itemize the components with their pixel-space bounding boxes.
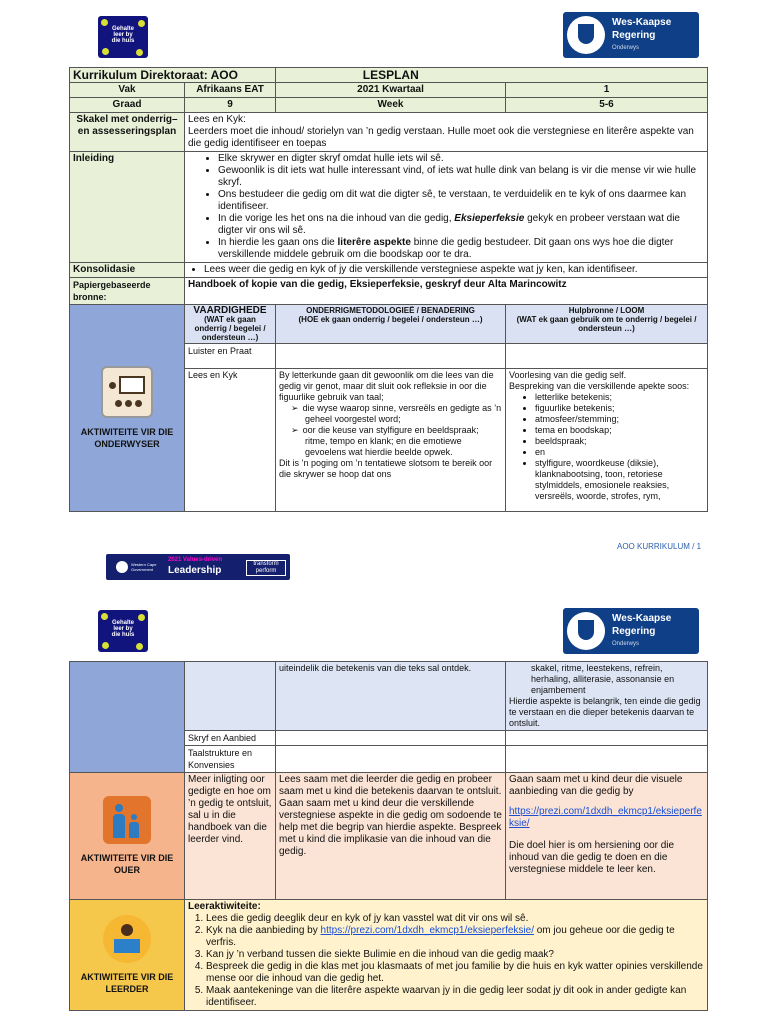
leerder-item: 1. Lees die gedig deeglik deur en kyk of jy kan vasstel wat dit vir ons wil sê. bbox=[206, 913, 704, 925]
inleiding-label: Inleiding bbox=[70, 152, 185, 263]
vak-label: Vak bbox=[70, 83, 185, 98]
res-item: • en bbox=[535, 447, 704, 458]
col-vaardighede-sub: (WAT ek gaan onderrig / begelei / ondersteun …) bbox=[194, 315, 266, 342]
leerder-item: 5. Maak aantekeninge van die literêre aspekte waarvan jy in die gedig leer sodat jy dit ook in ander gedigte kan identifiseer. bbox=[206, 985, 704, 1009]
graad-value: 9 bbox=[185, 98, 276, 113]
leerder-item: 4. Bespreek die gedig in die klas met jou klasmaats of met jou familie by die huis en kyk watter opinies verskillende mense oor die inhoud van die gedig het. bbox=[206, 961, 704, 985]
crest-icon bbox=[567, 16, 605, 54]
page-number: AOO KURRIKULUM / 1 bbox=[617, 542, 702, 551]
banner-title: Leadership bbox=[168, 565, 222, 576]
ouer-label: AKTIWITEITE VIR DIE OUER bbox=[80, 853, 174, 875]
res-item: • letterlike betekenis; bbox=[535, 392, 704, 403]
gov-name-1: Wes-Kaapse bbox=[612, 17, 672, 28]
col-hulpbronne-sub: (WAT ek gaan gebruik om te onderrig / begelei / ondersteun …) bbox=[516, 315, 697, 333]
skakel-label: Skakel met onderrig–en assesseringsplan bbox=[70, 113, 185, 152]
week-label: Week bbox=[276, 98, 506, 113]
leerder-item: 3. Kan jy ’n verband tussen die siekte Bulimie en die inhoud van die gedig maak? bbox=[206, 949, 704, 961]
method-intro: By letterkunde gaan dit gewoonlik om die lees van die gedig vir genot, maar dit sluit ook refleksie in oor die figuurlike gebruik van taal; bbox=[279, 370, 494, 402]
inleiding-item: • In die vorige les het ons na die inhoud van die gedig, Eksieperfeksie gekyk en probeer verstaan wat die digter vir ons wil sê. bbox=[218, 213, 704, 237]
res-item: • atmosfeer/stemming; bbox=[535, 414, 704, 425]
vak-value: Afrikaans EAT bbox=[185, 83, 276, 98]
leerder-list bbox=[188, 913, 704, 1009]
banner-year: 2021 Values-driven bbox=[168, 557, 223, 563]
skill-luister: Luister en Praat bbox=[185, 344, 276, 369]
crest-icon bbox=[567, 612, 605, 650]
gov-name-2: Regering bbox=[612, 30, 656, 41]
konsolidasie-label: Konsolidasie bbox=[70, 263, 185, 278]
method-list bbox=[279, 403, 502, 458]
lesplan-title: LESPLAN bbox=[276, 68, 506, 83]
lesson-plan-table bbox=[69, 67, 708, 512]
res-item: • tema en boodskap; bbox=[535, 425, 704, 436]
gov-name-2: Regering bbox=[612, 626, 656, 637]
konsolidasie-item: • Lees weer die gedig en kyk of jy die verskillende verstegniese aspekte wat jy ken, kan identifiseer. bbox=[204, 264, 704, 276]
inleiding-item: • Ons bestudeer die gedig om dit wat die digter sê, te verstaan, te verduidelik en te kyk of ons daarmee kan identifiseer. bbox=[218, 189, 704, 213]
col-vaardighede: VAARDIGHEDE bbox=[193, 305, 267, 316]
directorate-title: Kurrikulum Direktoraat: AOO bbox=[70, 68, 276, 83]
leerder-item: 2. Kyk na die aanbieding by https://prezi.com/1dxdh_ekmcp1/eksieperfeksie/ om jou geheue oor die gedig te verfris. bbox=[206, 925, 704, 949]
skakel-line-1: Lees en Kyk: bbox=[188, 114, 246, 125]
onderwyser-cell bbox=[70, 305, 185, 512]
leadership-banner bbox=[106, 554, 290, 580]
res-intro-2: Bespreking van die verskillende apekte soos: bbox=[509, 381, 690, 391]
banner-tag: transform perform bbox=[246, 560, 286, 576]
col-metodologie-sub: (HOE ek gaan onderrig / begelei / ondersteun …) bbox=[298, 315, 483, 324]
inleiding-item: • In hierdie les gaan ons die literêre aspekte binne die gedig bestudeer. Dit gaan ons wys hoe die digter verskillende middele gebruik om die boodskap oor te dra. bbox=[218, 237, 704, 261]
method-item: ➢ die wyse waarop sinne, versreëls en gedigte as ’n geheel voorgestel word; bbox=[305, 403, 502, 425]
col-hulpbronne: Hulpbronne / LOOM bbox=[568, 306, 645, 315]
lesson-plan-table-continued bbox=[69, 661, 708, 1011]
learner-reading-icon bbox=[103, 915, 151, 963]
page-2 bbox=[0, 596, 768, 1024]
wes-kaapse-regering-logo bbox=[563, 608, 699, 654]
res-item: • stylfigure, woordkeuse (diksie), klanknabootsing, toon, retoriese stylmiddels, emosionele reaksies, versreëls, woorde, strofes, rym, bbox=[535, 458, 704, 502]
parent-child-icon bbox=[103, 796, 151, 844]
res-item: • figuurlike betekenis; bbox=[535, 403, 704, 414]
inleiding-item: • Elke skrywer en digter skryf omdat hulle iets wil sê. bbox=[218, 153, 704, 165]
wes-kaapse-regering-logo bbox=[563, 12, 699, 58]
res-item: • beeldspraak; bbox=[535, 436, 704, 447]
skill-taalstrukture: Taalstrukture en Konvensies bbox=[185, 746, 276, 773]
ouer-res-1: Gaan saam met u kind deur die visuele aanbieding van die gedig by bbox=[509, 774, 683, 797]
inleiding-list bbox=[188, 153, 704, 261]
inleiding-item: • Gewoonlik is dit iets wat hulle interessant vind, of iets wat hulle dink van belang is vir die mense vir wie hulle skryf. bbox=[218, 165, 704, 189]
method-end: Dit is ’n poging om ’n tentatiewe slotsom te bereik oor die skrywer se hoop dat ons bbox=[279, 458, 493, 479]
gehalte-leer-logo bbox=[98, 16, 148, 58]
gehalte-leer-logo bbox=[98, 610, 148, 652]
col-metodologie: ONDERRIGMETODOLOGIEË / BENADERING bbox=[306, 306, 475, 315]
method-item: ➢ oor die keuse van stylfigure en beeldspraak; ritme, tempo en klank; en die emotiewe gevoelens wat hierdie beelde opwek. bbox=[305, 425, 502, 458]
bronne-label: Papiergebaseerde bronne: bbox=[70, 278, 185, 305]
prezi-link[interactable]: https://prezi.com/1dxdh_ekmcp1/eksieperfeksie/ bbox=[509, 806, 702, 829]
prezi-link[interactable]: https://prezi.com/1dxdh_ekmcp1/eksieperfeksie/ bbox=[320, 925, 534, 936]
bronne-value: Handboek of kopie van die gedig, Eksieperfeksie, geskryf deur Alta Marincowitz bbox=[185, 278, 708, 305]
ouer-info: Meer inligting oor gedigte en hoe om ’n gedig te ontsluit, sal u in die handboek van die leerder vind. bbox=[185, 773, 276, 900]
graad-label: Graad bbox=[70, 98, 185, 113]
cont-method: uiteindelik die betekenis van die teks sal ontdek. bbox=[276, 662, 506, 731]
leerder-cell bbox=[70, 900, 185, 1011]
skill-skryf: Skryf en Aanbied bbox=[185, 731, 276, 746]
gov-dept: Onderwys bbox=[612, 641, 640, 647]
cont-res-line: skakel, ritme, leestekens, refrein, herhaling, alliterasie, assonansie en enjambement bbox=[531, 663, 675, 695]
leerder-title: Leeraktiwiteite: bbox=[188, 901, 261, 912]
skakel-line-2: Leerders moet die inhoud/ storielyn van ’n gedig verstaan. Hulle moet ook die verstegniese en literêre aspekte van die gedig identifiseer en toepas bbox=[188, 126, 694, 149]
res-intro: Voorlesing van die gedig self. bbox=[509, 370, 627, 380]
konsolidasie-list bbox=[188, 264, 704, 276]
seal-icon bbox=[116, 561, 128, 573]
logo-text: Gehalte leer by die huis bbox=[111, 26, 135, 44]
cont-res-para: Hierdie aspekte is belangrik, ten einde die gedig te verstaan en die dieper betekenis daarvan te ontsluit. bbox=[509, 696, 701, 728]
logo-text: Gehalte leer by die huis bbox=[111, 620, 135, 638]
week-value: 5-6 bbox=[506, 98, 708, 113]
gov-name-1: Wes-Kaapse bbox=[612, 613, 672, 624]
ouer-cell bbox=[70, 773, 185, 900]
gov-dept: Onderwys bbox=[612, 45, 640, 51]
teacher-icon bbox=[101, 366, 153, 418]
ouer-method: Lees saam met die leerder die gedig en probeer saam met u kind die betekenis daarvan te ontsluit. Gaan saam met u kind deur die verskillende verstegniese aspekte in die gedig om sodoende te help met die begrip van hierdie aspekte. Bespreek met u kind die implikasie van die inhoud van die gedig. bbox=[276, 773, 506, 900]
skill-lees: Lees en Kyk bbox=[185, 369, 276, 512]
res-list bbox=[509, 392, 704, 502]
kwartaal-label: 2021 Kwartaal bbox=[276, 83, 506, 98]
leerder-label: AKTIWITEITE VIR DIE LEERDER bbox=[80, 972, 174, 994]
onderwyser-label: AKTIWITEITE VIR DIE ONDERWYSER bbox=[80, 427, 174, 449]
banner-gov: Western Cape Government bbox=[131, 562, 157, 572]
kwartaal-value: 1 bbox=[506, 83, 708, 98]
ouer-res-2: Die doel hier is om hersiening oor die inhoud van die gedig te doen en die verstegniese middele te leer ken. bbox=[509, 840, 675, 875]
